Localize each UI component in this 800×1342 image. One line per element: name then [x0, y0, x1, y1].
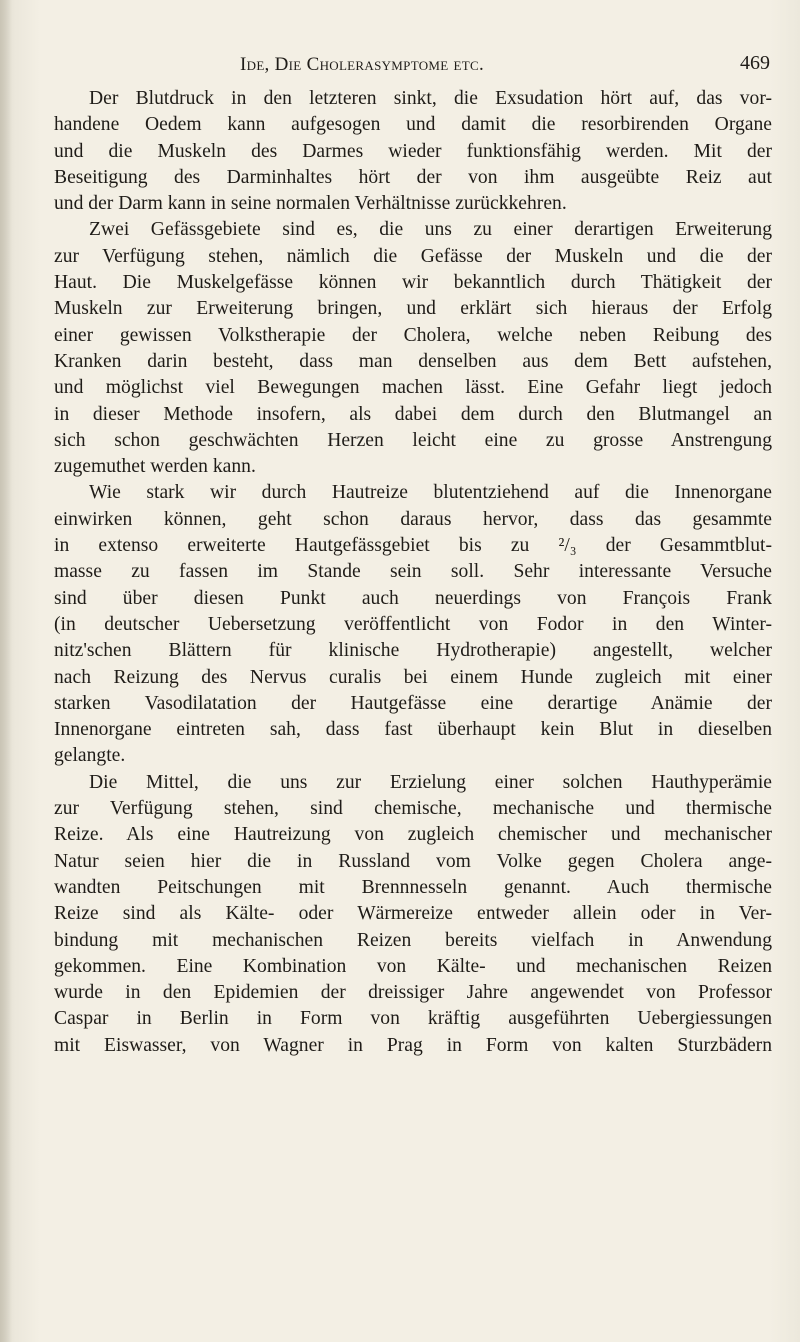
- text-line: Innenorgane eintreten sah, dass fast überhaupt kein Blut in dieselben: [54, 719, 772, 741]
- text-line: in extenso erweiterte Hautgefässgebiet bis zu ²/₃ der Gesammtblut-: [54, 535, 772, 557]
- text-line: handene Oedem kann aufgesogen und damit die resorbirenden Organe: [54, 114, 772, 136]
- text-line: zur Verfügung stehen, sind chemische, mechanische und thermische: [54, 798, 772, 820]
- text-line: Haut. Die Muskelgefässe können wir bekanntlich durch Thätigkeit der: [54, 272, 772, 294]
- text-line: in dieser Methode insofern, als dabei dem durch den Blutmangel an: [54, 403, 772, 425]
- text-line: Die Mittel, die uns zur Erzielung einer solchen Hauthyperämie: [89, 771, 772, 793]
- text-line: bindung mit mechanischen Reizen bereits vielfach in Anwendung: [54, 929, 772, 951]
- text-line: mit Eiswasser, von Wagner in Prag in Form von kalten Sturzbädern: [54, 1034, 772, 1056]
- text-line: gelangte.: [54, 745, 126, 767]
- text-line: zugemuthet werden kann.: [54, 456, 256, 478]
- text-line: Der Blutdruck in den letzteren sinkt, die Exsudation hört auf, das vor-: [89, 88, 772, 109]
- text-line: gekommen. Eine Kombination von Kälte- und mechanischen Reizen: [54, 955, 772, 977]
- page-number: 469: [740, 52, 770, 74]
- text-line: (in deutscher Uebersetzung veröffentlicht von Fodor in den Winter-: [54, 613, 772, 635]
- text-line: Beseitigung des Darminhaltes hört der von ihm ausgeübte Reiz aut: [54, 166, 772, 188]
- text-line: Muskeln zur Erweiterung bringen, und erklärt sich hieraus der Erfolg: [54, 298, 772, 320]
- text-line: einwirken können, geht schon daraus hervor, dass das gesammte: [54, 508, 772, 530]
- text-line: Wie stark wir durch Hautreize blutentziehend auf die Innenorgane: [89, 482, 772, 504]
- page-edge-shadow: [0, 0, 12, 1342]
- text-line: sind über diesen Punkt auch neuerdings von François Frank: [54, 587, 772, 609]
- body-text: [54, 86, 772, 1059]
- text-line: wurde in den Epidemien der dreissiger Jahre angewendet von Professor: [54, 982, 772, 1004]
- text-line: masse zu fassen im Stande sein soll. Sehr interessante Versuche: [54, 561, 772, 583]
- text-line: Kranken darin besteht, dass man denselben aus dem Bett aufstehen,: [54, 350, 772, 372]
- text-line: und möglichst viel Bewegungen machen lässt. Eine Gefahr liegt jedoch: [54, 377, 772, 399]
- text-line: Reize sind als Kälte- oder Wärmereize entweder allein oder in Ver-: [54, 903, 772, 925]
- text-line: einer gewissen Volkstherapie der Cholera, welche neben Reibung des: [54, 324, 772, 346]
- text-line: sich schon geschwächten Herzen leicht eine zu grosse Anstrengung: [54, 429, 772, 451]
- text-line: nach Reizung des Nervus curalis bei einem Hunde zugleich mit einer: [54, 666, 772, 688]
- text-line: Reize. Als eine Hautreizung von zugleich chemischer und mechanischer: [54, 824, 772, 846]
- text-line: und der Darm kann in seine normalen Verhältnisse zurückkehren.: [54, 193, 567, 215]
- text-line: und die Muskeln des Darmes wieder funktionsfähig werden. Mit der: [54, 140, 772, 162]
- text-line: nitz'schen Blättern für klinische Hydrotherapie) angestellt, welcher: [54, 640, 772, 662]
- running-header: Ide, Die Cholerasymptome etc.: [240, 54, 485, 75]
- text-line: Natur seien hier die in Russland vom Volke gegen Cholera ange-: [54, 850, 772, 872]
- text-line: Caspar in Berlin in Form von kräftig ausgeführten Uebergiessungen: [54, 1008, 772, 1030]
- text-line: zur Verfügung stehen, nämlich die Gefässe der Muskeln und die der: [54, 245, 772, 267]
- text-line: wandten Peitschungen mit Brennnesseln genannt. Auch thermische: [54, 876, 772, 898]
- text-line: Zwei Gefässgebiete sind es, die uns zu einer derartigen Erweiterung: [89, 219, 772, 241]
- text-line: starken Vasodilatation der Hautgefässe eine derartige Anämie der: [54, 692, 772, 714]
